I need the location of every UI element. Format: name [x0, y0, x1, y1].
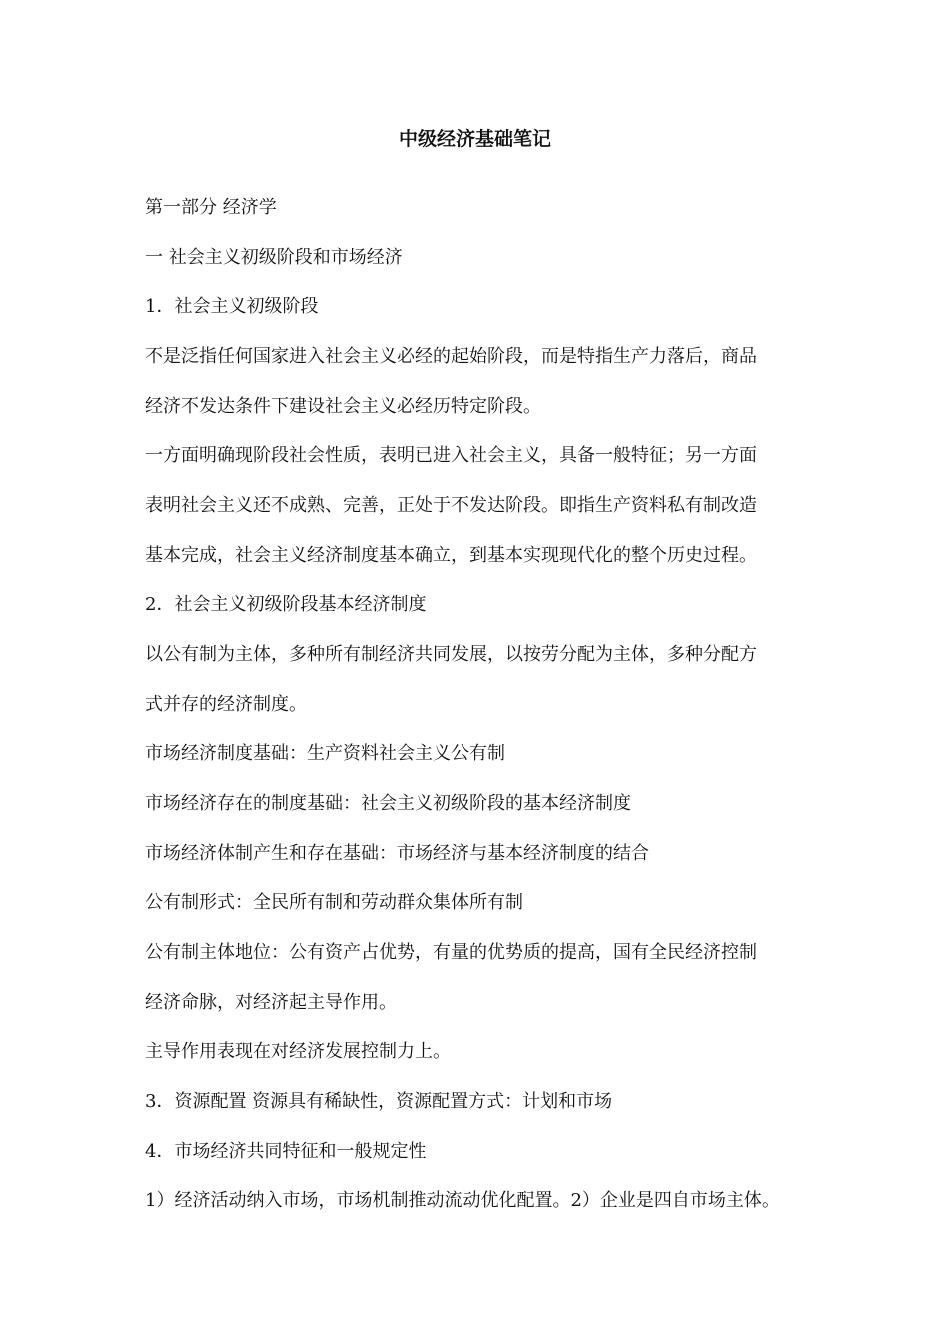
paragraph-line: 1）经济活动纳入市场，市场机制推动流动优化配置。2）企业是四自市场主体。 [145, 1190, 780, 1211]
document-title: 中级经济基础笔记 [398, 128, 551, 150]
paragraph-line: 市场经济存在的制度基础：社会主义初级阶段的基本经济制度 [145, 793, 631, 814]
section-heading-1: 1．社会主义初级阶段 [145, 296, 319, 317]
paragraph-line: 表明社会主义还不成熟、完善，正处于不发达阶段。即指生产资料私有制改造 [145, 495, 757, 516]
section-heading-3: 3．资源配置 资源具有稀缺性，资源配置方式：计划和市场 [145, 1091, 613, 1112]
paragraph-line: 经济不发达条件下建设社会主义必经历特定阶段。 [145, 396, 541, 417]
part-heading: 第一部分 经济学 [145, 197, 277, 218]
paragraph-line: 不是泛指任何国家进入社会主义必经的起始阶段，而是特指生产力落后，商品 [145, 346, 757, 367]
paragraph-line: 一方面明确现阶段社会性质，表明已进入社会主义，具备一般特征；另一方面 [145, 445, 757, 466]
paragraph-line: 式并存的经济制度。 [145, 694, 307, 715]
paragraph-line: 公有制主体地位：公有资产占优势，有量的优势质的提高，国有全民经济控制 [145, 942, 757, 963]
paragraph-line: 公有制形式：全民所有制和劳动群众集体所有制 [145, 892, 523, 913]
section-heading-2: 2．社会主义初级阶段基本经济制度 [145, 594, 427, 615]
chapter-heading: 一 社会主义初级阶段和市场经济 [145, 247, 403, 268]
paragraph-line: 市场经济体制产生和存在基础：市场经济与基本经济制度的结合 [145, 843, 649, 864]
paragraph-line: 基本完成，社会主义经济制度基本确立，到基本实现现代化的整个历史过程。 [145, 545, 757, 566]
paragraph-line: 以公有制为主体，多种所有制经济共同发展，以按劳分配为主体，多种分配方 [145, 644, 757, 665]
paragraph-line: 市场经济制度基础：生产资料社会主义公有制 [145, 743, 505, 764]
section-heading-4: 4．市场经济共同特征和一般规定性 [145, 1141, 427, 1162]
paragraph-line: 经济命脉，对经济起主导作用。 [145, 992, 397, 1013]
paragraph-line: 主导作用表现在对经济发展控制力上。 [145, 1041, 451, 1062]
